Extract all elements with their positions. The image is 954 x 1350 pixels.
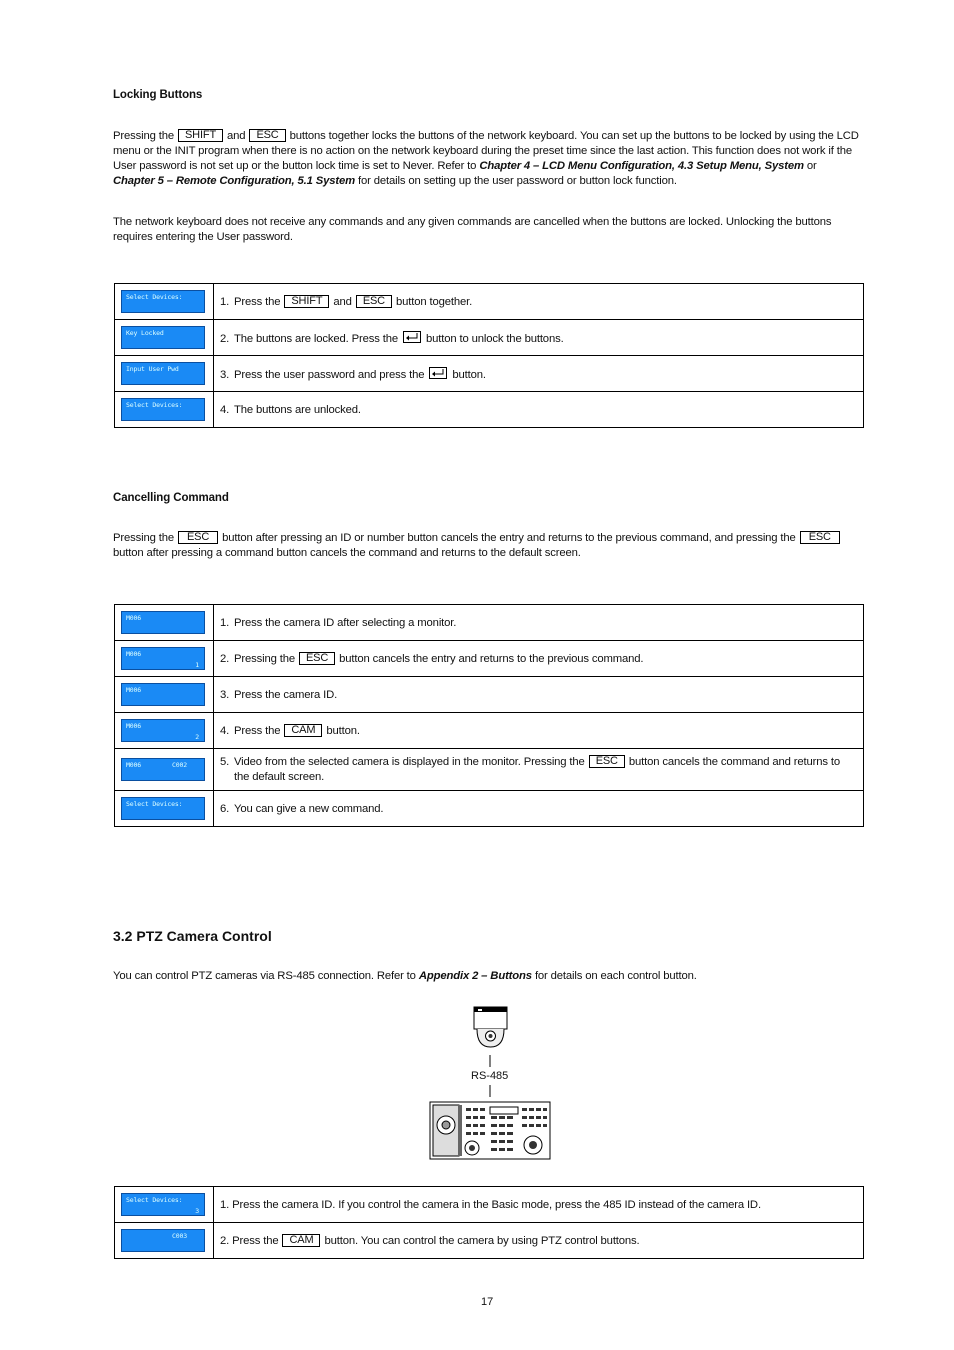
lcd-display: M006 C002 — [121, 758, 205, 781]
table-row: Select Devices: 1. Press the SHIFT and ESC button together. — [115, 284, 864, 320]
cancel-paragraph: Pressing the ESC button after pressing an ID or number button cancels the entry and returns to the previous command, and pressing the ESCbutton after pressing a command button cancels the command and returns to the default screen. — [113, 531, 861, 561]
ptz-paragraph: You can control PTZ cameras via RS-485 connection. Refer to Appendix 2 – Buttons for details on each control button. — [113, 970, 697, 982]
lcd-display: Select Devices: — [121, 398, 205, 421]
esc-key-label: ESC — [178, 531, 218, 544]
esc-key-label: ESC — [356, 295, 392, 308]
locking-paragraph-1: Pressing the SHIFT and ESC buttons together locks the buttons of the network keyboard. You can set up the buttons to be locked by using the LCD menu or the INIT program when there is no action on the network keyboard during the preset time since the last action. This function does not work if the User password is not set up or the button lock time is set to Never. Refer to Chapter 4 – LCD Menu Configuration, 4.3 Setup Menu, System or Chapter 5 – Remote Configuration, 5.1 System for details on setting up the user password or button lock function. — [113, 129, 859, 187]
lcd-display: Select Devices: 3 — [121, 1193, 205, 1216]
ptz-camera-icon — [474, 1007, 507, 1047]
lcd-display: M006 — [121, 683, 205, 706]
esc-key-label: ESC — [249, 129, 285, 142]
lcd-display: C003 — [121, 1229, 205, 1252]
lcd-display: Input User Pwd — [121, 362, 205, 385]
ptz-connection-diagram — [425, 1005, 555, 1165]
network-keyboard-icon — [430, 1102, 550, 1159]
shift-key-label: SHIFT — [284, 295, 329, 308]
lcd-display: M006 2 — [121, 719, 205, 742]
table-row: Key Locked 2. The buttons are locked. Press the button to unlock the buttons. — [115, 320, 864, 356]
table-row: M006 2 4. Press the CAM button. — [115, 713, 864, 749]
table-row: Select Devices: 6. You can give a new command. — [115, 791, 864, 827]
table-row: C003 2. Press the CAM button. You can control the camera by using PTZ control buttons. — [115, 1223, 864, 1259]
enter-key-icon — [429, 367, 447, 379]
ptz-section-heading: 3.2 PTZ Camera Control — [113, 928, 272, 944]
table-row: M006 3. Press the camera ID. — [115, 677, 864, 713]
table-row: Input User Pwd 3. Press the user password and press the button. — [115, 356, 864, 392]
lcd-display: Select Devices: — [121, 797, 205, 820]
lcd-display: M006 — [121, 611, 205, 634]
page-number: 17 — [481, 1296, 494, 1308]
cam-key-label: CAM — [284, 724, 322, 737]
locking-paragraph-2: The network keyboard does not receive any commands and any given commands are cancelled when the buttons are locked. Unlocking the buttons requires entering the User password. — [113, 216, 832, 243]
esc-key-label: ESC — [589, 755, 625, 768]
chapter4-reference: Chapter 4 – LCD Menu Configuration, 4.3 Setup Menu, System — [479, 160, 804, 172]
cam-key-label: CAM — [282, 1234, 320, 1247]
lcd-display: Select Devices: — [121, 290, 205, 313]
cancel-steps-table — [114, 604, 864, 827]
locking-heading: Locking Buttons — [113, 89, 203, 101]
chapter5-reference: Chapter 5 – Remote Configuration, 5.1 System — [113, 175, 355, 187]
table-row: M006 C002 5. Video from the selected camera is displayed in the monitor. Pressing the ESC button cancels the command and returns to the default screen. — [115, 749, 864, 791]
cancel-heading: Cancelling Command — [113, 492, 229, 504]
esc-key-label: ESC — [299, 652, 335, 665]
lcd-display: Key Locked — [121, 326, 205, 349]
enter-key-icon — [403, 331, 421, 343]
appendix-reference: Appendix 2 – Buttons — [418, 970, 532, 982]
rs485-label: RS-485 — [471, 1070, 509, 1082]
lcd-display: M006 1 — [121, 647, 205, 670]
locking-steps-table — [114, 283, 864, 428]
ptz-steps-table — [114, 1186, 864, 1259]
table-row: Select Devices: 4. The buttons are unlocked. — [115, 392, 864, 428]
shift-key-label: SHIFT — [178, 129, 223, 142]
table-row: M006 1. Press the camera ID after selecting a monitor. — [115, 605, 864, 641]
table-row: M006 1 2. Pressing the ESC button cancels the entry and returns to the previous command. — [115, 641, 864, 677]
table-row: Select Devices: 3 1. Press the camera ID. If you control the camera in the Basic mode, press the 485 ID instead of the camera ID. — [115, 1187, 864, 1223]
esc-key-label: ESC — [800, 531, 840, 544]
